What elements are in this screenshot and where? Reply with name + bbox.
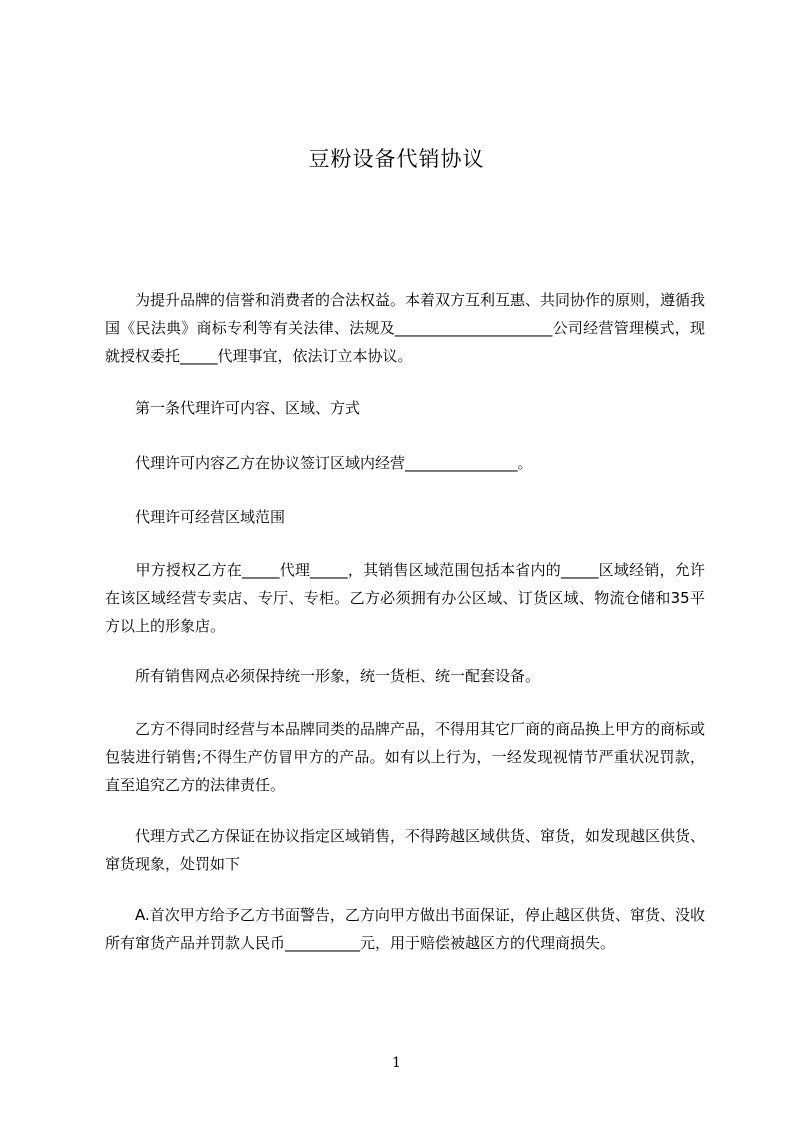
license-region-heading: 代理许可经营区域范围 <box>105 508 286 526</box>
agency-method-paragraph: 代理方式乙方保证在协议指定区域销售，不得跨越区域供货、窜货，如发现越区供货、窜货现象，处罚如下 <box>105 827 706 873</box>
outlet-image-paragraph: 所有销售网点必须保持统一形象，统一货柜、统一配套设备。 <box>105 667 541 685</box>
intro-paragraph: 为提升品牌的信誉和消费者的合法权益。本着双方互利互惠、共同协作的原则，遵循我国《民法典》商标专利等有关法律、法规及_____________________公司经营管理模式，现就授权委托_____代理事宜，依法订立本协议。 <box>105 291 706 365</box>
document-title: 豆粉设备代销协议 <box>308 147 485 171</box>
page-number: 1 <box>392 1055 401 1071</box>
article-one-heading: 第一条代理许可内容、区域、方式 <box>105 399 361 417</box>
competing-brand-paragraph: 乙方不得同时经营与本品牌同类的品牌产品，不得用其它厂商的商品换上甲方的商标或包装进行销售;不得生产仿冒甲方的产品。如有以上行为，一经发现视情节严重状况罚款，直至追究乙方的法律责任。 <box>105 720 706 794</box>
penalty-a-paragraph: A.首次甲方给予乙方书面警告，乙方向甲方做出书面保证，停止越区供货、窜货、没收所有窜货产品并罚款人民币__________元，用于赔偿被越区方的代理商损失。 <box>105 906 705 952</box>
authorization-paragraph: 甲方授权乙方在_____代理_____，其销售区域范围包括本省内的_____区域经销，允许在该区域经营专卖店、专厅、专柜。乙方必须拥有办公区域、订货区域、物流仓储和35平方以上的形象店。 <box>105 561 705 635</box>
license-content-paragraph: 代理许可内容乙方在协议签订区域内经营_______________。 <box>105 454 533 472</box>
